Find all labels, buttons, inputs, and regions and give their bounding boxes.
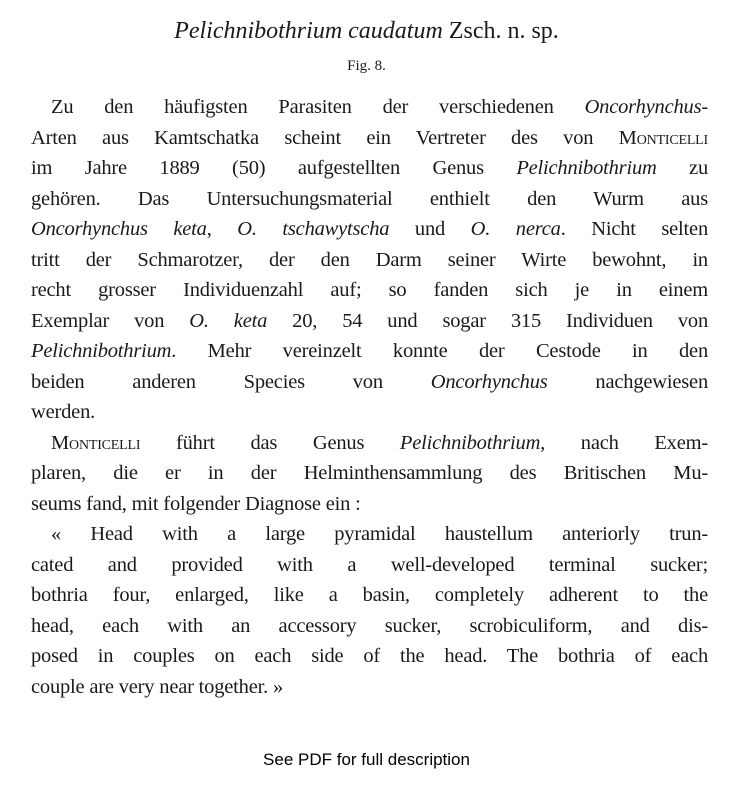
text-segment: 20, 54 und sogar 315 Individuen von [267,309,708,332]
text-line [31,92,708,123]
text-segment: und [389,218,471,240]
figure-label: Fig. 8. [347,58,386,74]
text-line [31,428,708,459]
text-segment: zu [656,157,708,179]
text-line [31,489,708,520]
text-line [31,245,708,276]
text-segment: bothria four, enlarged, like a basin, completely adherent to the [31,584,708,606]
italic-text: Pelichnibothrium [516,157,657,179]
text-line [31,458,708,489]
text-segment: cated and provided with a well-developed terminal sucker; [31,553,708,576]
text-line [31,397,708,428]
text-segment: Zu den häufigsten Parasiten der verschiedenen [51,96,585,118]
text-segment: head, each with an accessory sucker, scrobiculiform, and dis- [31,614,708,637]
text-segment: führt das Genus [140,431,400,454]
title-author: Zsch. n. sp. [442,18,559,44]
text-segment: recht grosser Individuenzahl auf; so fanden sich je in einem [31,279,708,301]
text-segment: im Jahre 1889 (50) aufgestellten Genus [31,157,517,179]
text-line [31,550,708,581]
text-segment: nachgewiesen [547,370,709,393]
text-line [31,519,708,550]
small-caps-name: Monticelli [618,126,708,149]
text-segment: . Nicht selten [560,218,708,240]
italic-text: Oncorhynchus keta [31,218,207,240]
text-segment: posed in couples on each side of the head. The bothria of each [31,645,708,667]
italic-text: Oncorhynchus [430,370,548,393]
italic-text: Pelichnibothrium [31,340,172,362]
italic-text: O. tschawytscha [237,218,390,240]
italic-text: Oncorhynchus [584,96,702,118]
text-line [31,336,708,367]
text-segment: couple are very near together. » [31,675,284,698]
italic-text: O. nerca [470,218,561,240]
text-line [31,214,708,245]
text-segment: gehören. Das Untersuchungsmaterial enthielt den Wurm aus [31,187,708,210]
small-caps-name: Monticelli [51,431,141,454]
text-segment: « Head with a large pyramidal haustellum anteriorly trun- [51,523,708,545]
text-segment: Arten aus Kamtschatka scheint ein Vertreter des von [31,126,619,149]
text-line [31,275,708,306]
page-title [0,18,733,45]
text-segment: - [701,96,708,118]
body-text [31,92,708,702]
text-line [31,153,708,184]
text-segment: Exemplar von [31,309,190,332]
text-segment: , [206,218,238,240]
text-segment: seums fand, mit folgender Diagnose ein : [31,492,361,515]
italic-text: O. keta [189,309,268,332]
text-line [31,641,708,672]
text-line [31,580,708,611]
text-line [31,123,708,154]
text-line [31,306,708,337]
footer-note: See PDF for full description [263,750,470,769]
text-segment: werden. [31,401,96,423]
text-segment: plaren, die er in der Helminthensammlung des Britischen Mu- [31,462,708,484]
text-segment: tritt der Schmarotzer, der den Darm seiner Wirte bewohnt, in [31,248,708,271]
text-segment: beiden anderen Species von [31,370,431,393]
text-line [31,672,708,703]
text-segment: nach Exem- [545,431,708,454]
text-segment: . Mehr vereinzelt konnte der Cestode in den [171,340,708,362]
text-line [31,611,708,642]
italic-text: Pelichnibothrium, [399,431,546,454]
title-species: Pelichnibothrium caudatum [174,18,443,44]
text-line [31,184,708,215]
text-line [31,367,708,398]
